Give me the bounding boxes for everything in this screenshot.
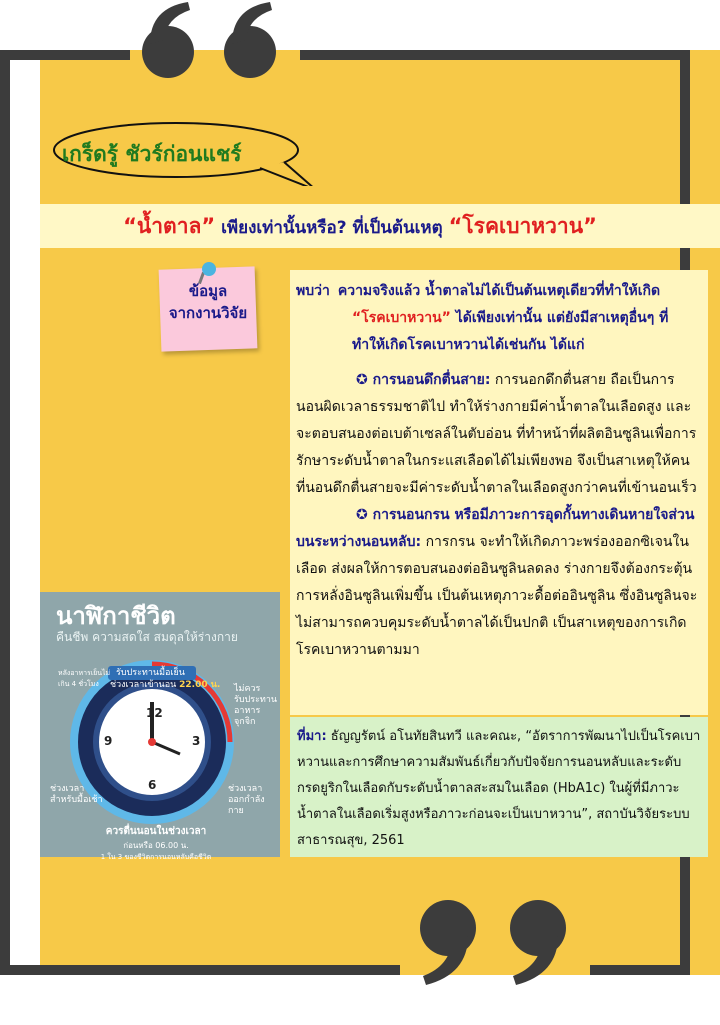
poster-footer: [66, 824, 246, 863]
item2-heading: การนอนกรน หรือมีภาวะการอุดกั้นทางเดินหายใจส่วนบนระหว่างนอนหลับ:: [296, 507, 695, 550]
found-label: พบว่า: [296, 283, 330, 299]
clock-6: 6: [148, 778, 157, 792]
star-icon: ✪: [356, 372, 368, 388]
note-text: [163, 280, 253, 324]
clock-12: 12: [146, 706, 163, 720]
label-exercise: ช่วงเวลา ออกกำลังกาย: [228, 784, 265, 816]
label-sleep-text: ช่วงเวลาเข้านอน: [110, 680, 177, 690]
pin-icon: [202, 262, 216, 276]
intro-text-2: ได้เพียงเท่านั้น แต่ยังมีสาเหตุอื่นๆ ที่ทำให้เกิดโรคเบาหวานได้เช่นกัน ได้แก่: [352, 310, 669, 353]
title-middle: เพียงเท่านั้นหรือ? ที่เป็นต้นเหตุ: [215, 218, 449, 238]
reference-label: ที่มา:: [297, 729, 327, 744]
poster-foot-line2: ก่อนหรือ 06.00 น.: [123, 841, 189, 850]
clock-9: 9: [104, 734, 113, 748]
reference-text: [297, 724, 701, 854]
item-snoring: [296, 502, 698, 664]
item2-body: การกรน จะทำให้เกิดภาวะพร่องออกซิเจนในเลือด ส่งผลให้การตอบสนองต่ออินซูลินลดลง ร่างกายจึงต้องกระตุ้นการหลั่งอินซูลินเพิ่มขึ้น เป็นต้นเหตุภาวะดื้อต่ออินซูลิน ซึ่งอินซูลินจะไม่สามารถควบคุมระดับน้ำตาลได้เป็นปกติ เป็นสาเหตุของการเกิดโรคเบาหวานตามมา: [296, 534, 698, 658]
poster-subtitle: คืนชีพ ความสดใส สมดุลให้ร่างกาย: [56, 630, 238, 644]
label-dinner: รับประทานมื้อเย็น: [116, 668, 185, 678]
label-sleep-value: 22.00 น.: [179, 680, 221, 690]
page-title: [0, 210, 720, 243]
label-late-food: ไม่ควร รับประทาน อาหารจุกจิก: [234, 684, 278, 727]
content-body: [296, 278, 698, 664]
intro-text-1: ความจริงแล้ว น้ำตาลไม่ได้เป็นต้นเหตุเดียวที่ทำให้เกิด: [337, 283, 661, 299]
item-late-sleep: [296, 367, 698, 502]
bubble-title: เกร็ดรู้ ชัวร์ก่อนแชร์: [62, 142, 242, 166]
label-after-meal: หลังอาหารเย็นไม่เกิน 4 ชั่วโมง: [58, 669, 111, 688]
poster-title: นาฬิกาชีวิต: [56, 602, 176, 630]
clock-3: 3: [192, 734, 201, 748]
item1-body: การนอกดึกตื่นสาย ถือเป็นการนอนผิดเวลาธรรมชาติไป ทำให้ร่างกายมีค่าน้ำตาลในเลือดสูง และจะตอบสนองต่อเบต้าเซลล์ในตับอ่อน ที่ทำหน้าที่ผลิตอินซูลินเพื่อการรักษาระดับน้ำตาลในกระแสเลือดได้ไม่เพียงพอ จึงเป็นสาเหตุให้คนที่นอนดึกตื่นสายจะมีค่าระดับน้ำตาลในเลือดสูงกว่าคนที่เข้านอนเร็ว: [296, 372, 697, 496]
reference-body: ธัญญรัตน์ อโนทัยสินทวี และคณะ, “อัตราการพัฒนาไปเป็นโรคเบาหวานและการศึกษาความสัมพันธ์เกี่ยวกับปัจจัยการนอนหลับและระดับกรดยูริกในเลือดกับระดับน้ำตาลสะสมในเลือด (HbA1c) ในผู้ที่มีภาวะน้ำตาลในเลือดเริ่มสูงหรือภาวะก่อนจะเป็นเบาหวาน”, สถาบันวิจัยระบบสาธารณสุข, 2561: [297, 729, 701, 848]
intro-paragraph: [296, 278, 698, 359]
intro-red: “โรคเบาหวาน”: [352, 310, 451, 326]
note-line1: ข้อมูล: [188, 282, 228, 300]
star-icon: ✪: [356, 507, 368, 523]
title-sugar: “น้ำตาล”: [123, 214, 216, 238]
poster-foot-line1: ควรตื่นนอนในช่วงเวลา: [105, 826, 207, 837]
title-diabetes: “โรคเบาหวาน”: [448, 214, 597, 238]
label-breakfast: ช่วงเวลา สำหรับมื้อเช้า: [50, 784, 103, 805]
label-sleep-time: [110, 680, 220, 691]
poster-foot-line3: 1 ใน 3 ของชีวิตการนอนหลับคือชีวิต: [100, 853, 212, 861]
note-line2: จากงานวิจัย: [168, 304, 248, 322]
item1-heading: การนอนดึกตื่นสาย:: [367, 372, 491, 388]
